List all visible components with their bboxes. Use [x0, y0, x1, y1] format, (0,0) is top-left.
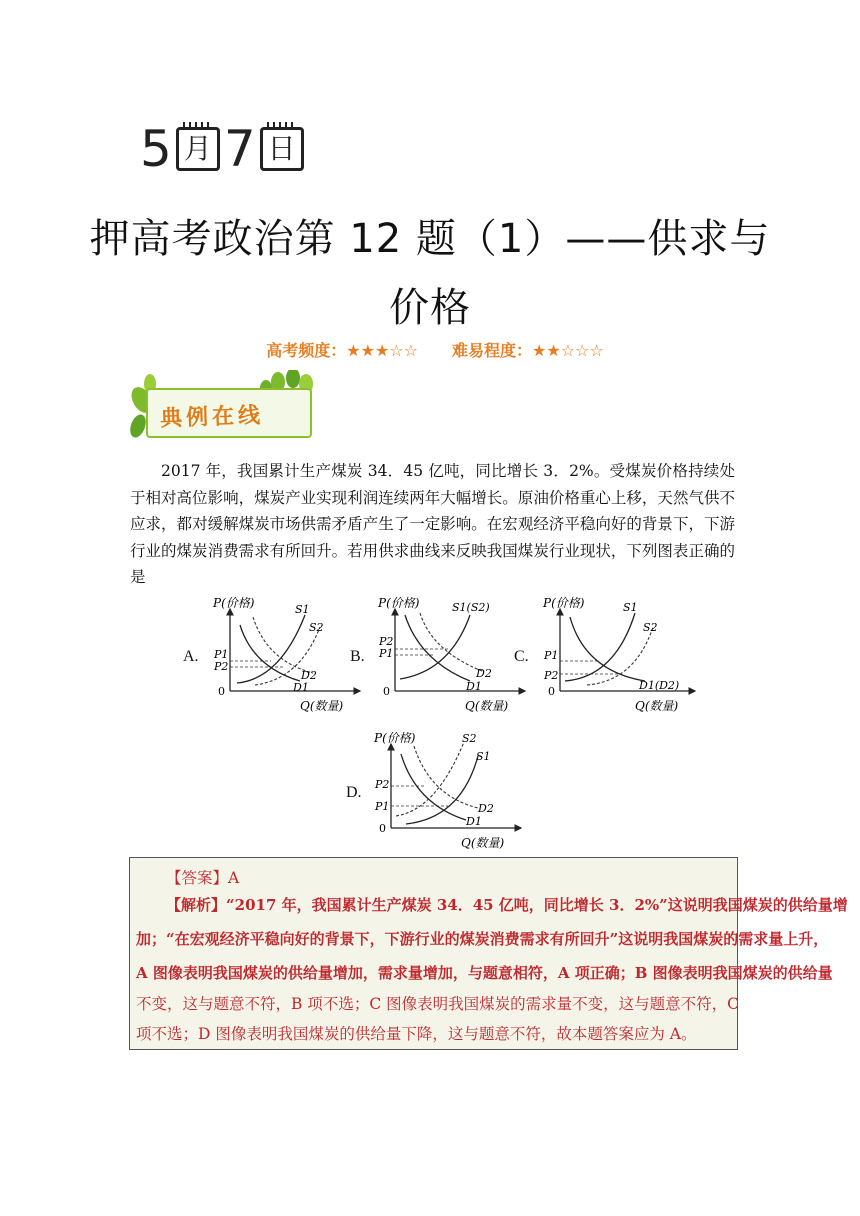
day-number: 7	[223, 120, 256, 178]
curve-label-d1: D1	[293, 681, 309, 694]
answer-box	[129, 857, 848, 1050]
demand-curve-d2	[253, 617, 313, 673]
y-axis-label: P(价格)	[374, 731, 416, 745]
option-c-label: C.	[514, 648, 529, 665]
day-calendar-icon	[260, 127, 304, 171]
x-axis-label: Q(数量)	[635, 699, 679, 713]
banner-label: 典例在线	[159, 403, 265, 432]
analysis-line: 不变，这与题意不符，B 项不选；C 图像表明我国煤炭的需求量不变，这与题意不符，C	[136, 995, 739, 1013]
curve-label-d1: D1	[466, 680, 482, 693]
month-calendar-icon	[176, 127, 220, 171]
price-tick-bottom: P1	[375, 800, 390, 813]
option-d-chart	[366, 730, 526, 850]
curve-label-d1: D1	[466, 815, 482, 828]
x-axis-label: Q(数量)	[461, 836, 505, 850]
analysis-line	[166, 894, 848, 915]
curve-label-s1: S1	[476, 750, 491, 763]
curve-label-s1: S1	[295, 603, 310, 616]
demand-curve-d1-d2	[570, 617, 645, 681]
curve-label-s2: S2	[643, 621, 658, 634]
demand-curve-d2	[420, 613, 482, 671]
option-d-label: D.	[346, 784, 362, 801]
analysis-line: 加；“在宏观经济平稳向好的背景下，下游行业的煤炭消费需求有所回升”这说明我国煤炭的需求量上升，	[136, 930, 829, 948]
question-line: 对缓解煤炭市场供需矛盾产生了一定影响。在宏观经济平稳向好的背景下，下游行业的煤炭	[130, 515, 735, 560]
question-line: 消费需求有所回升。若用供求曲线来反映我国煤炭行业现状，下列图表正确的是	[130, 541, 735, 586]
page-title-line-1: 押高考政治第 12 题（1）——供求与	[89, 216, 771, 262]
option-a-chart	[205, 595, 365, 713]
question-line: 高位影响，煤炭产业实现利润连续两年大幅增长。原油价格重心上移，天然气供不应求，都	[130, 488, 735, 533]
y-axis-label: P(价格)	[213, 596, 255, 610]
month-char: 月	[183, 132, 212, 165]
supply-curve-s2	[396, 742, 464, 816]
curve-label-d2: D2	[301, 669, 317, 682]
page-title-line-2: 价格	[389, 285, 471, 331]
origin-label: 0	[218, 685, 225, 698]
curve-label-s2: S2	[309, 621, 324, 634]
origin-label: 0	[548, 685, 555, 698]
curve-label-s1-s2: S1(S2)	[452, 601, 490, 614]
price-tick-top: P2	[379, 635, 394, 648]
option-a-label: A.	[183, 648, 199, 665]
answer-label: 【答案】A	[166, 869, 240, 887]
y-axis-label: P(价格)	[543, 596, 585, 610]
month-number: 5	[140, 120, 172, 178]
price-tick-bottom: P2	[214, 660, 229, 673]
demand-curve-d1	[240, 625, 300, 681]
question-paragraph	[130, 458, 735, 591]
price-tick-top: P1	[544, 649, 559, 662]
supply-curve-s1-s2	[400, 615, 470, 679]
curve-label-s2: S2	[462, 732, 477, 745]
price-tick-top: P1	[214, 648, 229, 661]
x-axis-label: Q(数量)	[300, 699, 344, 713]
curve-label-d1-d2: D1(D2)	[639, 679, 680, 692]
price-tick-bottom: P2	[544, 669, 559, 682]
price-tick-top: P2	[375, 778, 390, 791]
option-b-label: B.	[350, 648, 365, 665]
analysis-line: A 图像表明我国煤炭的供给量增加，需求量增加，与题意相符，A 项正确；B 图像表明我国煤炭的供给量	[136, 964, 833, 982]
analysis-line: 项不选；D 图像表明我国煤炭的供给量下降，这与题意不符，故本题答案应为 A。	[136, 1025, 697, 1043]
analysis-label: 【解析】	[166, 896, 227, 914]
origin-label: 0	[379, 822, 386, 835]
option-b-chart	[370, 595, 530, 713]
x-axis-label: Q(数量)	[465, 699, 509, 713]
date-badge	[140, 118, 304, 178]
curve-label-d2: D2	[476, 667, 492, 680]
supply-curve-s2	[587, 627, 653, 685]
exam-frequency: 高考频度：★★★☆☆	[266, 341, 418, 360]
demand-curve-d1	[401, 754, 466, 820]
question-line: 2017 年，我国累计生产煤炭 34．45 亿吨，同比增长 3．2%。受煤炭价格持续处于相对	[130, 462, 735, 507]
y-axis-label: P(价格)	[378, 596, 420, 610]
price-tick-bottom: P1	[379, 647, 394, 660]
analysis-text: “2017 年，我国累计生产煤炭 34．45 亿吨，同比增长 3．2%”这说明我国煤炭的供给量增	[226, 896, 848, 914]
day-char: 日	[267, 132, 296, 165]
origin-label: 0	[383, 685, 390, 698]
rating-line	[0, 338, 860, 361]
option-c-chart	[535, 595, 700, 713]
demand-curve-d1	[405, 615, 470, 681]
difficulty-level: 难易程度：★★☆☆☆	[452, 341, 604, 360]
section-banner	[128, 370, 318, 446]
curve-label-d2: D2	[478, 802, 494, 815]
curve-label-s1: S1	[623, 601, 638, 614]
